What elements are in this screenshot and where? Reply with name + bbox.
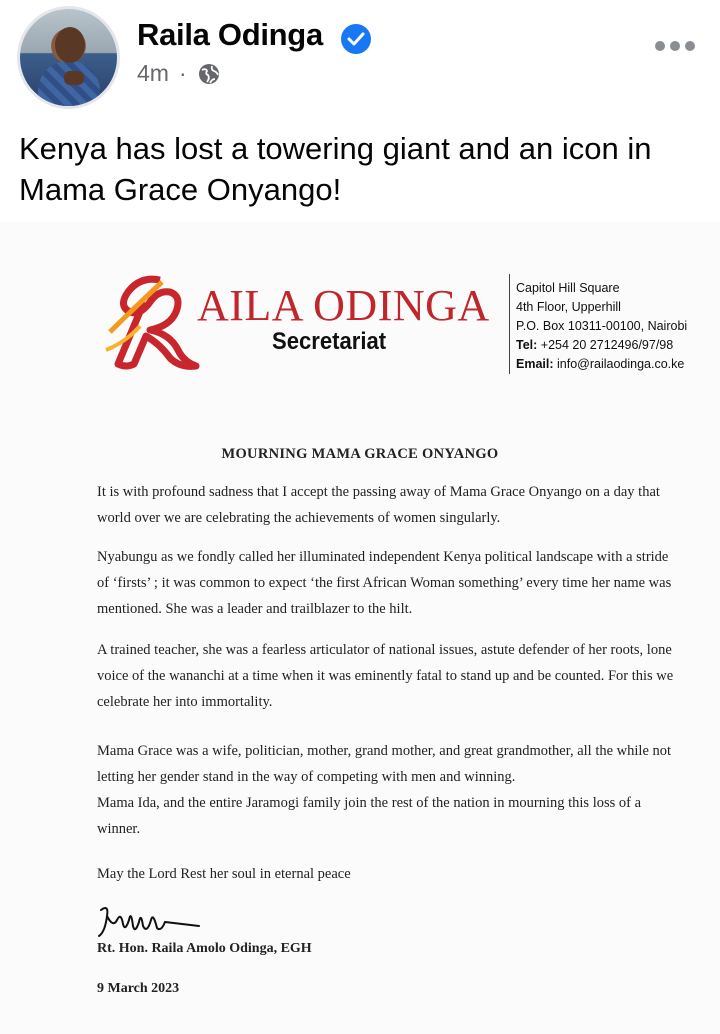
signature (95, 902, 205, 942)
address-line-1: Capitol Hill Square (516, 281, 620, 295)
address-divider (509, 274, 510, 374)
letter-title: MOURNING MAMA GRACE ONYANGO (221, 446, 499, 462)
letter-paragraph: Mama Grace was a wife, politician, mother, grand mother, and great grandmother, all the while not letting her gender stand in the way of competing with men and winning. (97, 743, 672, 785)
avatar[interactable] (17, 6, 120, 109)
post-header (0, 0, 720, 120)
letter-paragraph: A trained teacher, she was a fearless articulator of national issues, astute defender of her roots, lone voice of the wananchi at a time when it was eminently fatal to stand up and be counted. For this we celebrate her into immortality. (97, 642, 674, 710)
logo-subtitle: Secretariat (272, 328, 387, 355)
post-text: Kenya has lost a towering giant and an icon in Mama Grace Onyango! (19, 131, 652, 207)
meta-separator: · (178, 60, 187, 86)
post-time[interactable]: 4m (137, 60, 169, 86)
post-meta (137, 60, 221, 87)
more-options-icon[interactable] (655, 36, 699, 56)
address-email: Email: info@railaodinga.co.ke (516, 357, 685, 371)
letter-paragraph: May the Lord Rest her soul in eternal peace (97, 866, 351, 882)
signer-name: Rt. Hon. Raila Amolo Odinga, EGH (97, 941, 312, 956)
letter-date: 9 March 2023 (97, 981, 180, 996)
address-line-2: 4th Floor, Upperhill (516, 300, 621, 314)
letter-paragraph: Mama Ida, and the entire Jaramogi family join the rest of the nation in mourning this loss of a winner. (97, 795, 642, 837)
verified-badge-icon (341, 24, 371, 54)
letter-image[interactable] (0, 222, 720, 1034)
letter-paragraph: It is with profound sadness that I accept the passing away of Mama Grace Onyango on a day that world over we are celebrating the achievements of women singularly. (97, 484, 660, 526)
logo-name: AILA ODINGA (197, 281, 490, 330)
globe-icon (197, 62, 221, 86)
letter-paragraph: Nyabungu as we fondly called her illuminated independent Kenya political landscape with a stride of ‘firsts’ ; it was common to expect ‘the first African Woman something’ every time her name was mentioned. She was a leader and trailblazer to the hilt. (97, 549, 672, 617)
logo-r-mark (100, 272, 200, 372)
address-tel: Tel: +254 20 2712496/97/98 (516, 338, 674, 352)
address-block (516, 279, 687, 374)
address-line-3: P.O. Box 10311-00100, Nairobi (516, 319, 688, 333)
author-name[interactable]: Raila Odinga (137, 17, 323, 52)
